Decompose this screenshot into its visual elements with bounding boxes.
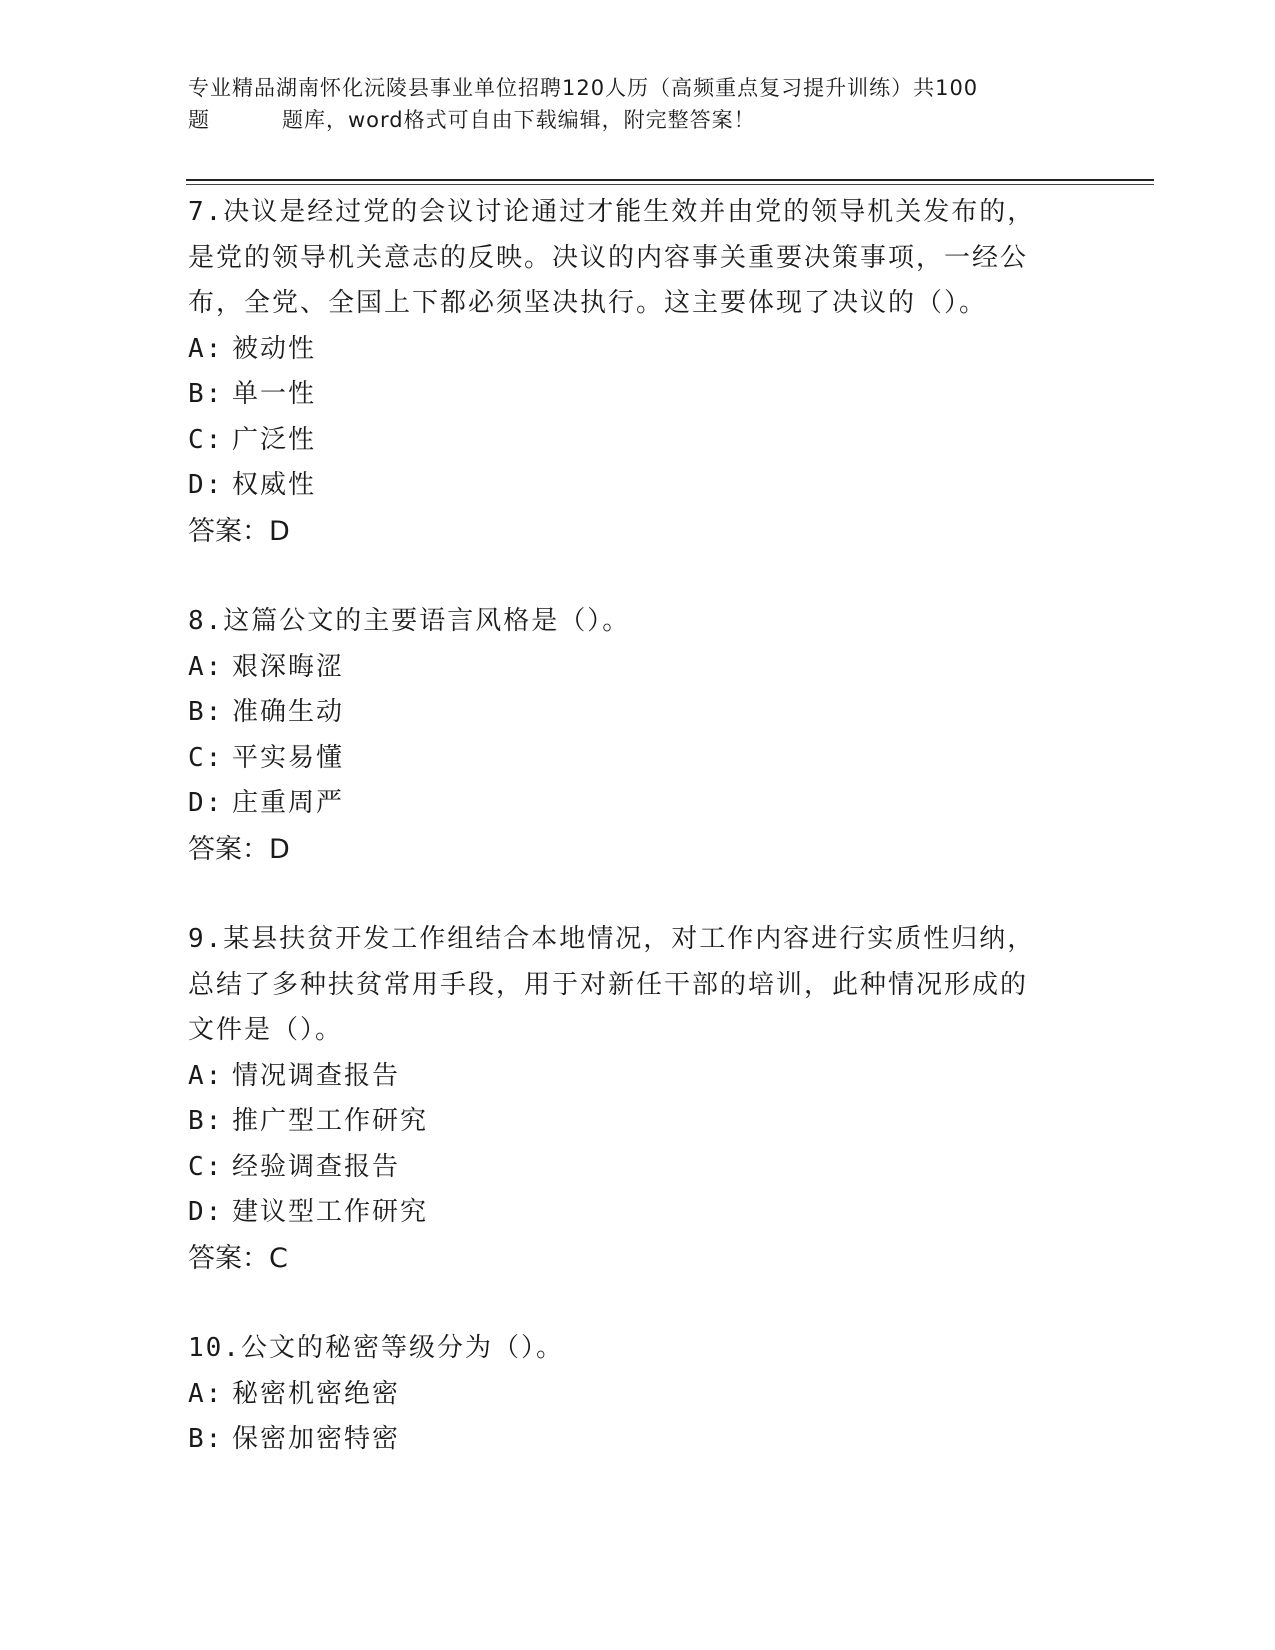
option-text: 艰深晦涩 [232,651,345,682]
question-text-line: 布，全党、全国上下都必须坚决执行。这主要体现了决议的（）。 [188,288,988,318]
question-text-line: 总结了多种扶贫常用手段，用于对新任干部的培训，此种情况形成的 [188,969,1029,1000]
option-text: 经验调查报告 [232,1151,401,1182]
header-line-2 [188,104,1088,136]
option-key: C: [188,1151,224,1182]
option-key: D: [188,470,224,500]
option-text: 准确生动 [232,697,345,727]
option-a [188,645,1088,691]
option-key: C: [188,742,224,773]
question-text-line: 是党的领导机关意志的反映。决议的内容事关重要决策事项，一经公 [188,242,1029,273]
option-text: 广泛性 [232,424,317,455]
page-header [188,72,1088,136]
option-key: B: [188,697,224,727]
question-10 [188,1326,1088,1463]
option-b [188,1417,1088,1463]
option-text: 推广型工作研究 [232,1106,429,1136]
option-text: 被动性 [232,333,317,364]
header-line-2-start: 题 [188,108,210,132]
answer: 答案：D [188,833,290,865]
option-key: B: [188,379,224,409]
question-text-line: 7.决议是经过党的会议讨论通过才能生效并由党的领导机关发布的， [188,197,1036,227]
question-list [188,190,1088,1508]
question-7 [188,190,1088,554]
option-c [188,418,1088,464]
option-text: 建议型工作研究 [232,1197,429,1227]
option-d [188,781,1088,827]
option-a [188,1054,1088,1100]
question-text-line: 8.这篇公文的主要语言风格是（）。 [188,606,631,636]
option-text: 保密加密特密 [232,1424,401,1454]
option-key: B: [188,1424,224,1454]
option-text: 平实易懂 [232,742,345,773]
option-key: A: [188,333,224,364]
option-text: 情况调查报告 [232,1060,401,1091]
option-c [188,1145,1088,1191]
option-key: D: [188,1197,224,1227]
option-key: D: [188,788,224,818]
question-text-line: 9.某县扶贫开发工作组结合本地情况，对工作内容进行实质性归纳， [188,924,1036,954]
option-a [188,1372,1088,1418]
option-d [188,1190,1088,1236]
header-line-2-rest: 题库，word格式可自由下载编辑，附完整答案！ [282,108,756,132]
option-text: 庄重周严 [232,788,345,818]
option-b [188,690,1088,736]
header-divider-thin [186,184,1154,185]
answer: 答案：D [188,515,290,547]
question-text-line: 文件是（）。 [188,1015,344,1045]
question-8 [188,599,1088,872]
option-text: 单一性 [232,379,317,409]
option-key: A: [188,1060,224,1091]
header-line-1: 专业精品湖南怀化沅陵县事业单位招聘120人历（高频重点复习提升训练）共100 [188,76,979,100]
option-d [188,463,1088,509]
answer: 答案：C [188,1242,288,1274]
header-divider-thick [186,179,1154,181]
option-c [188,736,1088,782]
option-key: A: [188,651,224,682]
question-9 [188,917,1088,1281]
option-key: C: [188,424,224,455]
option-b [188,1099,1088,1145]
question-text-line: 10.公文的秘密等级分为（）。 [188,1333,564,1363]
option-text: 秘密机密绝密 [232,1378,401,1409]
option-a [188,327,1088,373]
option-text: 权威性 [232,470,317,500]
option-key: A: [188,1378,224,1409]
option-key: B: [188,1106,224,1136]
option-b [188,372,1088,418]
